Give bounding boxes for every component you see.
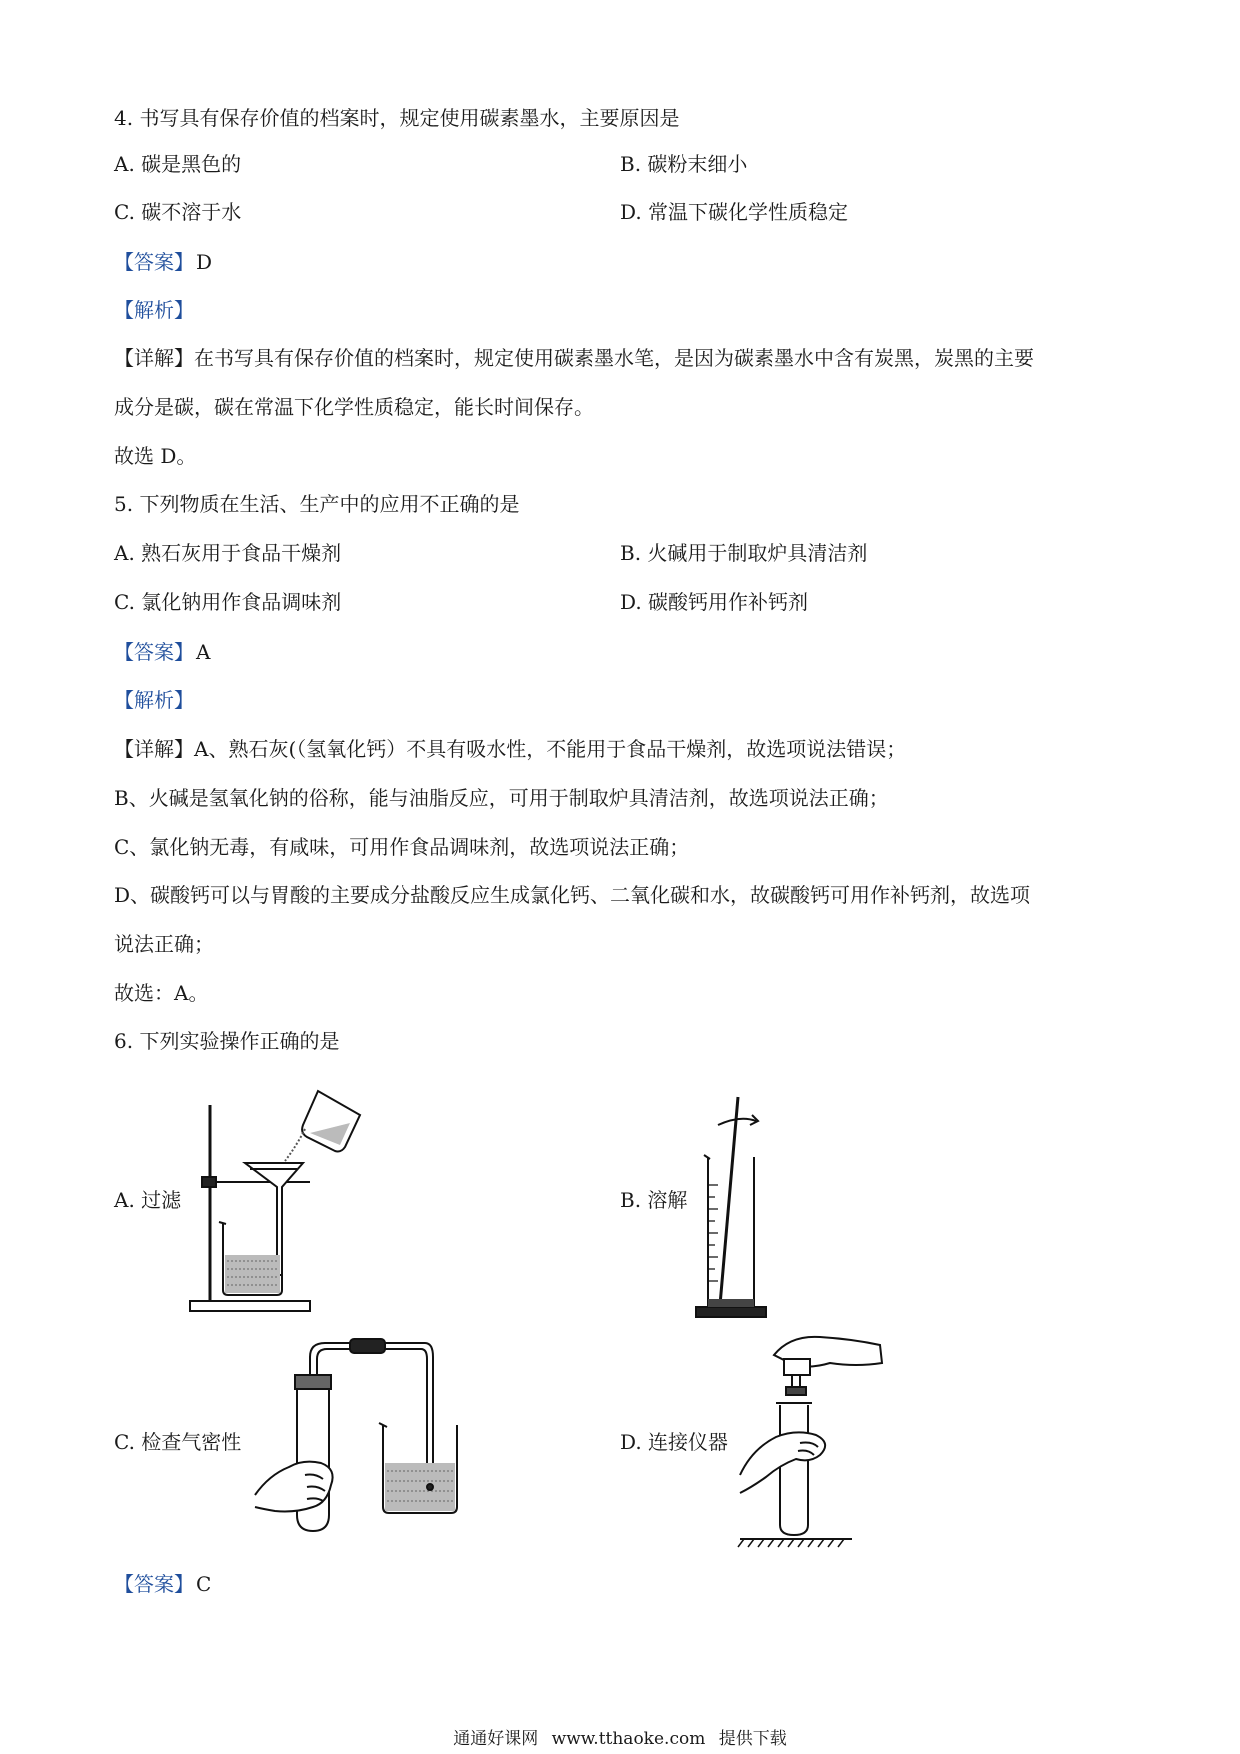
- q4-option-b: B. 碳粉末细小: [620, 152, 748, 176]
- q4-option-d: D. 常温下碳化学性质稳定: [620, 200, 849, 224]
- detail-tag: 【详解】: [114, 737, 194, 761]
- detail-tag: 【详解】: [114, 346, 194, 370]
- q5-option-b: B. 火碱用于制取炉具清洁剂: [620, 541, 868, 565]
- q5-detail-line-3: C、氯化钠无毒，有咸味，可用作食品调味剂，故选项说法正确；: [114, 835, 690, 859]
- q6-answer: [114, 1570, 211, 1598]
- answer-tag: 【答案】: [114, 1572, 194, 1596]
- q4-detail-line-2: 成分是碳，碳在常温下化学性质稳定，能长时间保存。: [114, 395, 594, 419]
- answer-value: C: [196, 1572, 212, 1596]
- graduated-cylinder-diagram-icon: [690, 1095, 790, 1320]
- airtightness-check-diagram-icon: [255, 1335, 465, 1535]
- detail-text: A、熟石灰(（氢氧化钙）不具有吸水性，不能用于食品干燥剂，故选项说法错误；: [194, 737, 907, 761]
- q6-option-b: B. 溶解: [620, 1188, 688, 1212]
- q5-option-c: C. 氯化钠用作食品调味剂: [114, 590, 342, 614]
- q4-conclusion: 故选 D。: [114, 444, 197, 468]
- connecting-apparatus-diagram-icon: [740, 1325, 890, 1550]
- q6-option-d: D. 连接仪器: [620, 1430, 729, 1454]
- detail-text: 在书写具有保存价值的档案时，规定使用碳素墨水笔，是因为碳素墨水中含有炭黑，炭黑的主要: [194, 346, 1034, 370]
- q6-option-a: A. 过滤: [114, 1188, 182, 1212]
- q5-option-a: A. 熟石灰用于食品干燥剂: [114, 541, 342, 565]
- q4-stem: 4. 书写具有保存价值的档案时，规定使用碳素墨水，主要原因是: [114, 106, 680, 130]
- answer-value: A: [196, 640, 211, 664]
- q4-detail-line-1: [114, 344, 1034, 372]
- q4-option-a: A. 碳是黑色的: [114, 152, 242, 176]
- footer-note: 提供下载: [718, 1729, 787, 1749]
- page-footer: [0, 1728, 1240, 1750]
- q5-analysis-tag: 【解析】: [114, 688, 194, 712]
- answer-value: D: [196, 250, 213, 274]
- q5-option-d: D. 碳酸钙用作补钙剂: [620, 590, 809, 614]
- footer-site-name: 通通好课网: [453, 1729, 539, 1749]
- q6-stem: 6. 下列实验操作正确的是: [114, 1029, 340, 1053]
- filtration-diagram-icon: [185, 1085, 375, 1320]
- q5-detail-line-1: [114, 735, 906, 763]
- answer-tag: 【答案】: [114, 250, 194, 274]
- footer-url[interactable]: www.tthaoke.com: [551, 1729, 706, 1749]
- q5-stem: 5. 下列物质在生活、生产中的应用不正确的是: [114, 492, 520, 516]
- q5-detail-line-4: D、碳酸钙可以与胃酸的主要成分盐酸反应生成氯化钙、二氧化碳和水，故碳酸钙可用作补钙剂，故选项: [114, 883, 1031, 907]
- q5-detail-line-2: B、火碱是氢氧化钠的俗称，能与油脂反应，可用于制取炉具清洁剂，故选项说法正确；: [114, 786, 889, 810]
- q5-detail-line-5: 说法正确；: [114, 932, 214, 956]
- q5-answer: [114, 638, 210, 666]
- q6-option-c: C. 检查气密性: [114, 1430, 242, 1454]
- q5-conclusion: 故选：A。: [114, 981, 209, 1005]
- q4-analysis-tag: 【解析】: [114, 298, 194, 322]
- q4-answer: [114, 248, 212, 276]
- q4-option-c: C. 碳不溶于水: [114, 200, 242, 224]
- answer-tag: 【答案】: [114, 640, 194, 664]
